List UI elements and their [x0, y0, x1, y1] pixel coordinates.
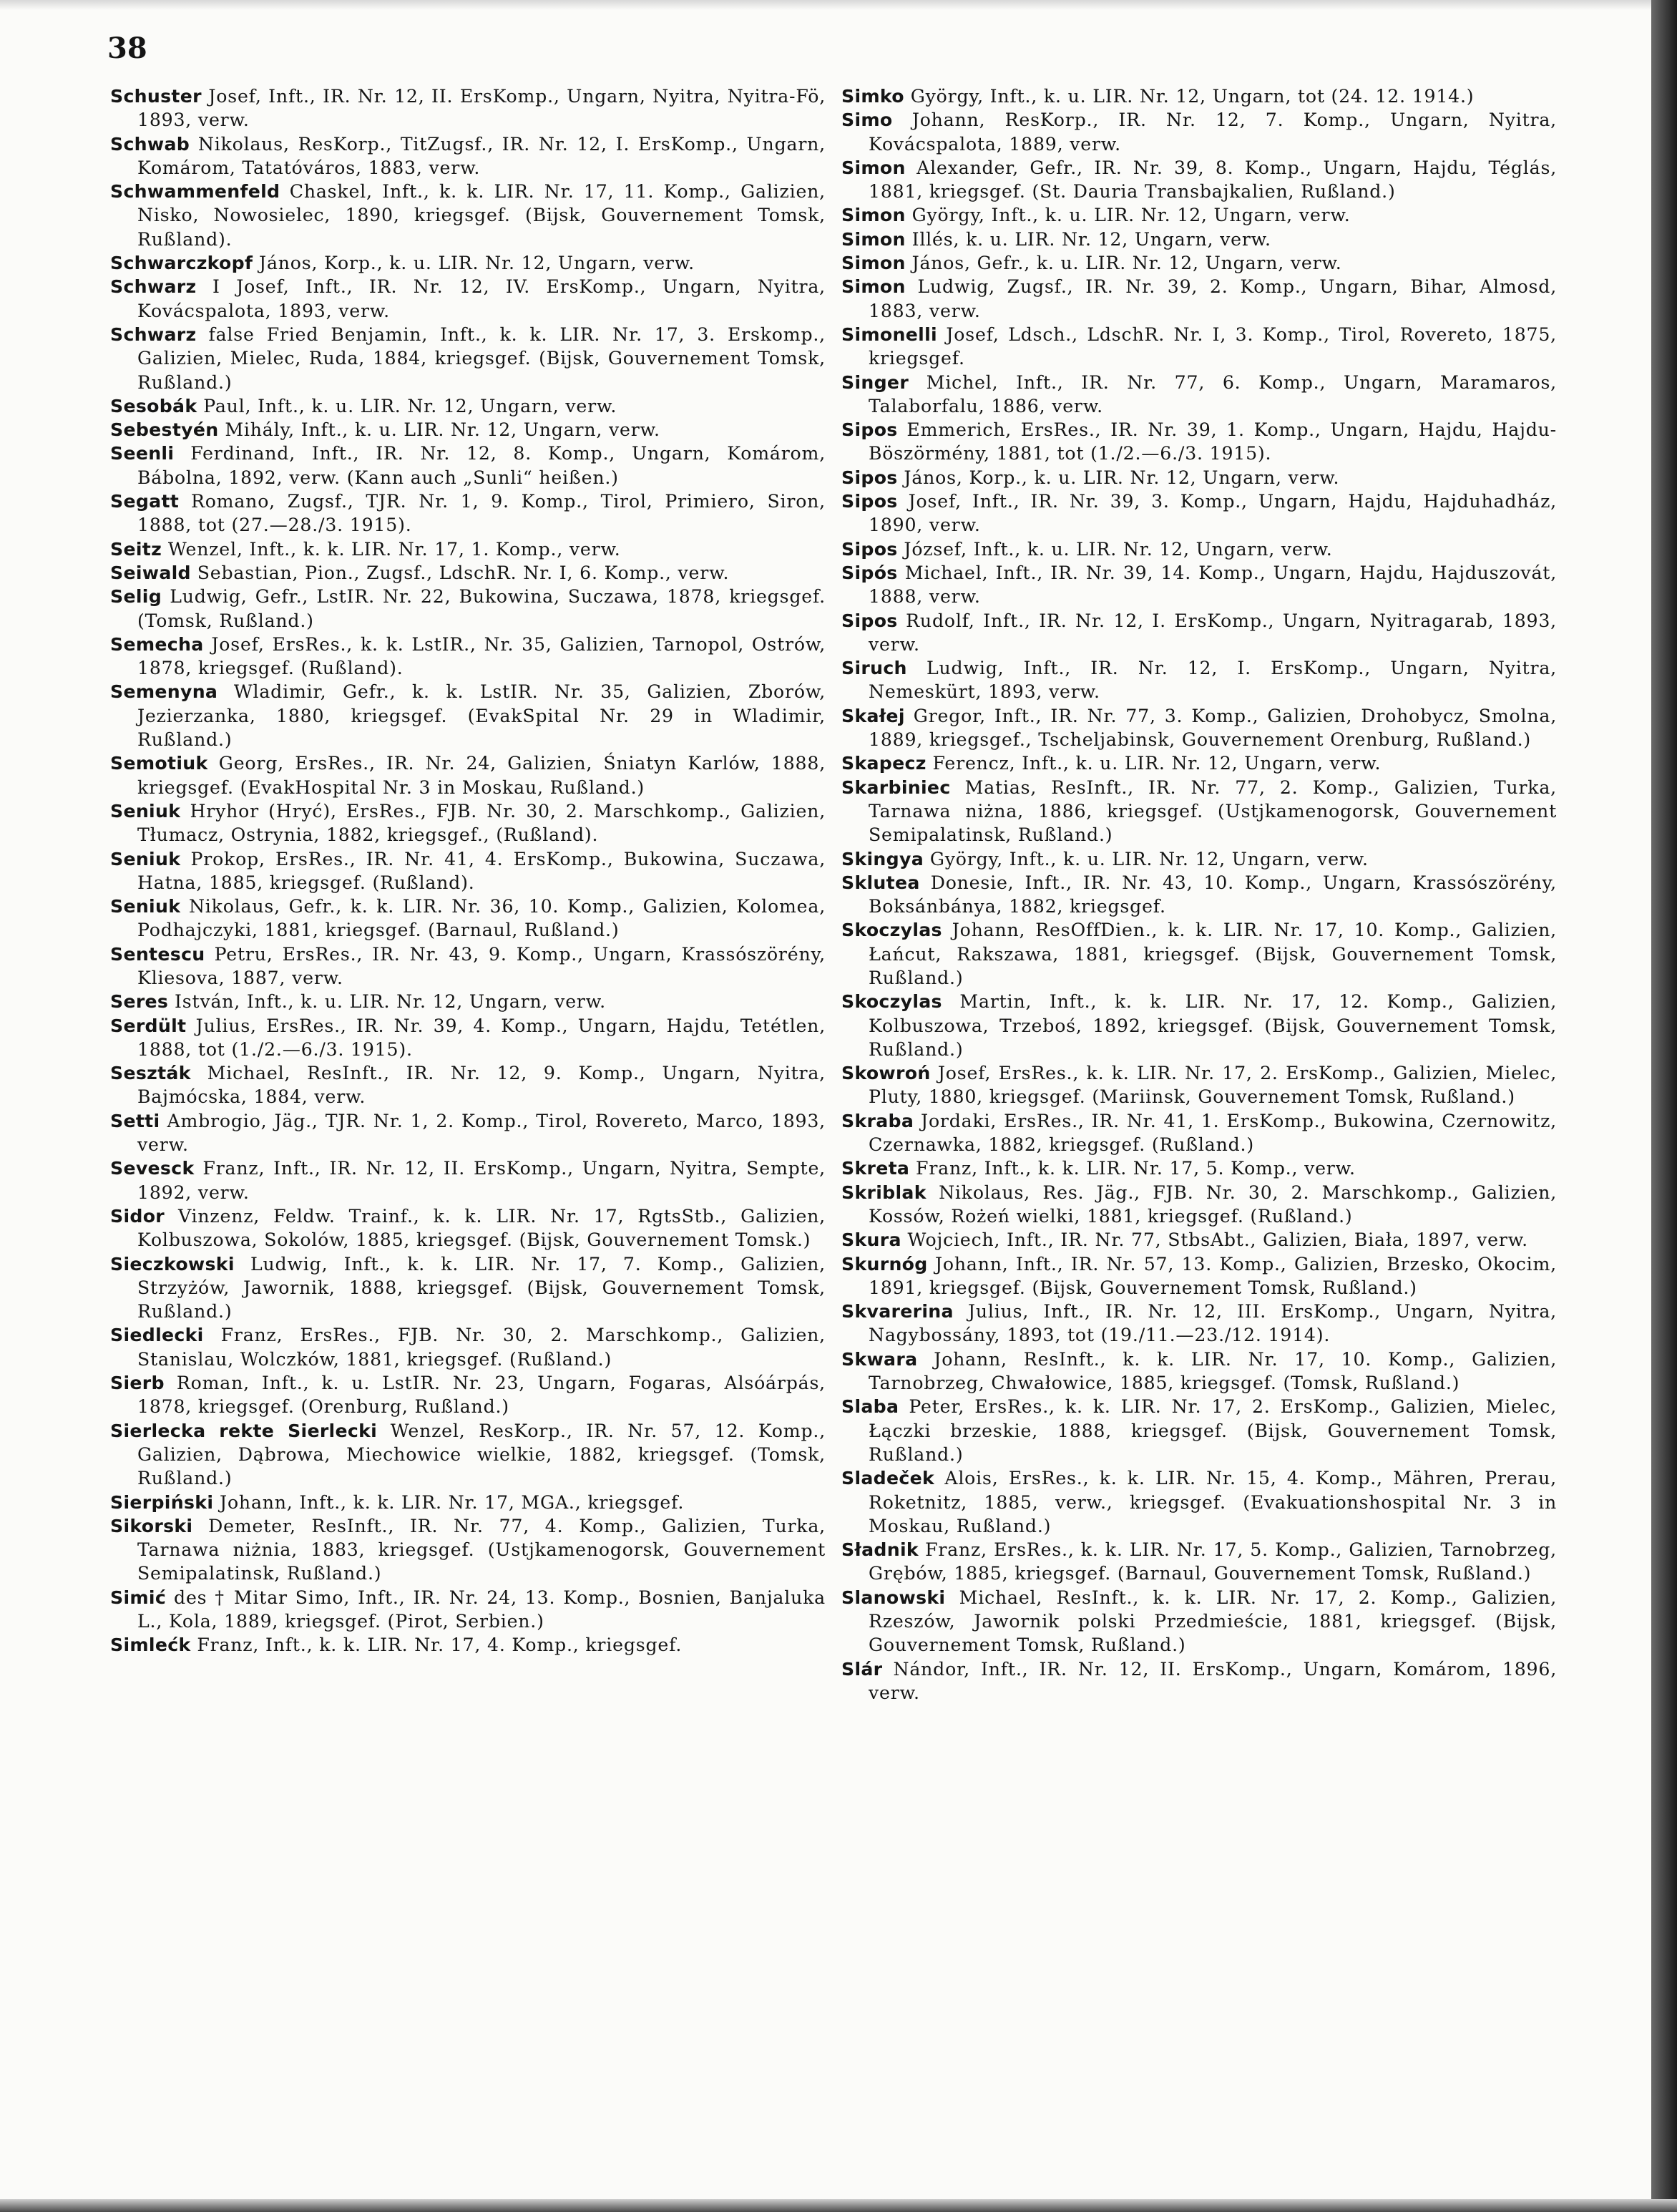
- entry-details: Georg, ErsRes., IR. Nr. 24, Galizien, Śniatyn Karlów, 1888, kriegsgef. (EvakHospital Nr. 3 in Moskau, Rußland.): [137, 753, 826, 798]
- entry-surname: Segatt: [110, 491, 180, 512]
- entry-surname: Siedlecki: [110, 1325, 204, 1346]
- casualty-entry: [841, 228, 1557, 251]
- casualty-entry: [110, 633, 826, 681]
- entry-surname: Singer: [841, 371, 909, 393]
- casualty-entry: [841, 1586, 1557, 1657]
- entry-surname: Semenyna: [110, 681, 218, 703]
- entry-surname: Sladeček: [841, 1468, 935, 1489]
- entry-surname: Setti: [110, 1110, 160, 1131]
- entry-details: Matias, ResInft., IR. Nr. 77, 2. Komp., Galizien, Turka, Tarnawa niżna, 1886, kriegsgef. (Ustjkamenogorsk, Gouvernement Semipalatinsk, Rußland.): [869, 776, 1557, 846]
- entry-surname: Skingya: [841, 848, 924, 869]
- entry-surname: Sładnik: [841, 1539, 919, 1561]
- casualty-entry: [841, 1395, 1557, 1466]
- casualty-entry: [841, 1348, 1557, 1395]
- casualty-entry: [841, 275, 1557, 323]
- entry-details: Johann, ResOffDien., k. k. LIR. Nr. 17, 10. Komp., Galizien, Łańcut, Rakszawa, 1881, kriegsgef. (Bijsk, Gouvernement Tomsk, Rußland.): [869, 920, 1557, 988]
- casualty-entry: [110, 1514, 826, 1586]
- entry-details: Wenzel, ResKorp., IR. Nr. 57, 12. Komp., Galizien, Dąbrowa, Miechowice wielkie, 1882, kriegsgef. (Tomsk, Rußland.): [137, 1420, 826, 1489]
- entry-details: János, Korp., k. u. LIR. Nr. 12, Ungarn, verw.: [897, 467, 1340, 488]
- entry-surname: Skvarerina: [841, 1301, 954, 1322]
- entry-details: György, Inft., k. u. LIR. Nr. 12, Ungarn, verw.: [905, 205, 1351, 226]
- entry-surname: Siruch: [841, 658, 907, 679]
- entry-details: Ludwig, Gefr., LstIR. Nr. 22, Bukowina, Suczawa, 1878, kriegsgef. (Tomsk, Rußland.): [137, 586, 826, 631]
- entry-surname: Skarbiniec: [841, 776, 951, 798]
- entry-details: Johann, Inft., IR. Nr. 57, 13. Komp., Galizien, Brzesko, Okocim, 1891, kriegsgef. (Bijsk, Gouvernement Tomsk, Rußland.): [869, 1253, 1557, 1298]
- entry-details: Wenzel, Inft., k. k. LIR. Nr. 17, 1. Komp., verw.: [162, 538, 621, 560]
- entry-details: Ludwig, Inft., k. k. LIR. Nr. 17, 7. Komp., Galizien, Strzyżów, Jawornik, 1888, kriegsgef. (Bijsk, Gouvernement Tomsk, Rußland.): [137, 1253, 826, 1322]
- entry-details: Wladimir, Gefr., k. k. LstIR. Nr. 35, Galizien, Zborów, Jezierzanka, 1880, kriegsgef. (EvakSpital Nr. 29 in Wladimir, Rußland.): [137, 681, 826, 751]
- casualty-entry: [841, 1181, 1557, 1229]
- entry-surname: Sierpiński: [110, 1491, 214, 1513]
- entry-details: Jordaki, ErsRes., IR. Nr. 41, 1. ErsKomp., Bukowina, Czernowitz, Czernawka, 1882, kriegsgef. (Rußland.): [869, 1110, 1557, 1156]
- casualty-entry: [841, 108, 1557, 156]
- casualty-entry: [110, 251, 826, 275]
- entry-surname: Skałej: [841, 705, 905, 726]
- casualty-entry: [110, 1014, 826, 1062]
- entry-details: Martin, Inft., k. k. LIR. Nr. 17, 12. Komp., Galizien, Kolbuszowa, Trzeboś, 1892, kriegsgef. (Bijsk, Gouvernement Tomsk, Rußland.): [869, 991, 1557, 1060]
- casualty-entry: [110, 537, 826, 561]
- entry-details: Michael, ResInft., k. k. LIR. Nr. 17, 2. Komp., Galizien, Rzeszów, Jawornik polski Przedmieście, 1881, kriegsgef. (Bijsk, Gouvernement Tomsk, Rußland.): [869, 1587, 1557, 1656]
- entry-surname: Schwarczkopf: [110, 253, 253, 274]
- casualty-entry: [841, 561, 1557, 609]
- casualty-entry: [841, 609, 1557, 657]
- right-column: [841, 84, 1557, 1705]
- casualty-entry: [110, 585, 826, 633]
- entry-surname: Skura: [841, 1229, 901, 1251]
- entry-surname: Semecha: [110, 633, 204, 655]
- entry-surname: Skwara: [841, 1348, 918, 1370]
- entry-details: Alois, ErsRes., k. k. LIR. Nr. 15, 4. Komp., Mähren, Prerau, Roketnitz, 1885, verw., kriegsgef. (Evakuationshospital Nr. 3 in Moskau, Rußland.): [869, 1468, 1557, 1536]
- entry-surname: Skriblak: [841, 1181, 926, 1203]
- casualty-entry: [841, 418, 1557, 466]
- entry-details: Ferencz, Inft., k. u. LIR. Nr. 12, Ungarn, verw.: [926, 753, 1382, 774]
- casualty-entry: [841, 1252, 1557, 1300]
- casualty-entry: [110, 323, 826, 394]
- entry-details: Roman, Inft., k. u. LstIR. Nr. 23, Ungarn, Fogaras, Alsóárpás, 1878, kriegsgef. (Orenburg, Rußland.): [137, 1373, 826, 1418]
- entry-details: Nándor, Inft., IR. Nr. 12, II. ErsKomp., Ungarn, Komárom, 1896, verw.: [869, 1658, 1557, 1703]
- entry-surname: Simon: [841, 228, 906, 250]
- casualty-entry: [110, 990, 826, 1013]
- casualty-entry: [110, 799, 826, 847]
- casualty-entry: [110, 132, 826, 180]
- casualty-entry: [110, 1491, 826, 1514]
- entry-surname: Seitz: [110, 538, 162, 560]
- casualty-entry: [841, 203, 1557, 227]
- scan-bottom-edge: [0, 2199, 1677, 2212]
- entry-surname: Skoczylas: [841, 920, 942, 941]
- entry-surname: Schwarz: [110, 276, 197, 298]
- entry-details: János, Gefr., k. u. LIR. Nr. 12, Ungarn, verw.: [905, 253, 1342, 274]
- entry-details: Nikolaus, Gefr., k. k. LIR. Nr. 36, 10. Komp., Galizien, Kolomea, Podhajczyki, 1881, kriegsgef. (Barnaul, Rußland.): [137, 896, 826, 941]
- entry-surname: Sklutea: [841, 872, 920, 893]
- casualty-entry: [110, 1323, 826, 1371]
- entry-details: Michel, Inft., IR. Nr. 77, 6. Komp., Ungarn, Maramaros, Talaborfalu, 1886, verw.: [869, 371, 1557, 416]
- casualty-entry: [841, 1156, 1557, 1180]
- casualty-entry: [110, 561, 826, 585]
- entry-details: Michael, Inft., IR. Nr. 39, 14. Komp., Ungarn, Hajdu, Hajduszovát, 1888, verw.: [869, 562, 1557, 608]
- page-number: 38: [107, 31, 147, 65]
- entry-surname: Seres: [110, 991, 169, 1013]
- entry-details: Paul, Inft., k. u. LIR. Nr. 12, Ungarn, verw.: [197, 395, 617, 416]
- entry-details: Ambrogio, Jäg., TJR. Nr. 1, 2. Komp., Tirol, Rovereto, Marco, 1893, verw.: [137, 1110, 826, 1156]
- casualty-entry: [841, 323, 1557, 371]
- casualty-entry: [841, 751, 1557, 775]
- casualty-entry: [841, 776, 1557, 847]
- entry-details: Nikolaus, Res. Jäg., FJB. Nr. 30, 2. Marschkomp., Galizien, Kossów, Rożeń wielki, 1881, kriegsgef. (Rußland.): [869, 1181, 1557, 1227]
- casualty-entry: [110, 1252, 826, 1324]
- entry-surname: Seiwald: [110, 562, 191, 583]
- entry-surname: Simo: [841, 109, 893, 131]
- casualty-entry: [841, 847, 1557, 871]
- casualty-entry: [110, 751, 826, 799]
- entry-surname: Sikorski: [110, 1515, 193, 1536]
- casualty-entry: [841, 704, 1557, 752]
- entry-details: Franz, Inft., k. k. LIR. Nr. 17, 4. Komp., kriegsgef.: [190, 1634, 683, 1656]
- entry-details: Hryhor (Hryć), ErsRes., FJB. Nr. 30, 2. Marschkomp., Galizien, Tłumacz, Ostrynia, 1882, kriegsgef., (Rußland).: [137, 800, 826, 846]
- entry-surname: Sesobák: [110, 395, 197, 416]
- entry-surname: Simon: [841, 276, 906, 298]
- casualty-entry: [110, 394, 826, 418]
- casualty-entry: [110, 1419, 826, 1491]
- entry-details: Josef, ErsRes., k. k. LstIR., Nr. 35, Galizien, Tarnopol, Ostrów, 1878, kriegsgef. (Rußland).: [137, 633, 826, 679]
- entry-surname: Sevesck: [110, 1158, 195, 1179]
- casualty-entry: [841, 84, 1557, 108]
- entry-details: Nikolaus, ResKorp., TitZugsf., IR. Nr. 12, I. ErsKomp., Ungarn, Komárom, Tatatóváros, 1883, verw.: [137, 133, 826, 178]
- entry-details: József, Inft., k. u. LIR. Nr. 12, Ungarn, verw.: [897, 538, 1333, 560]
- entry-details: Ludwig, Inft., IR. Nr. 12, I. ErsKomp., Ungarn, Nyitra, Nemeskürt, 1893, verw.: [869, 658, 1557, 703]
- casualty-entry: [841, 537, 1557, 561]
- casualty-entry: [110, 180, 826, 251]
- entry-details: Rudolf, Inft., IR. Nr. 12, I. ErsKomp., Ungarn, Nyitragarab, 1893, verw.: [869, 610, 1557, 655]
- entry-surname: Skoczylas: [841, 991, 942, 1013]
- entry-surname: Slár: [841, 1658, 883, 1680]
- casualty-entry: [110, 442, 826, 489]
- entry-surname: Simko: [841, 86, 904, 107]
- entry-details: Julius, Inft., IR. Nr. 12, III. ErsKomp., Ungarn, Nyitra, Nagybossány, 1893, tot (19./11.—23./12. 1914).: [869, 1301, 1557, 1346]
- entry-surname: Sipos: [841, 491, 898, 512]
- entry-surname: Seniuk: [110, 848, 181, 869]
- entry-details: Mihály, Inft., k. u. LIR. Nr. 12, Ungarn, verw.: [218, 419, 660, 441]
- entry-surname: Sipos: [841, 538, 898, 560]
- casualty-entry: [841, 656, 1557, 704]
- casualty-entry: [110, 275, 826, 323]
- entry-surname: Slaba: [841, 1396, 899, 1418]
- entry-surname: Sentescu: [110, 943, 205, 965]
- casualty-entry: [841, 871, 1557, 919]
- entry-details: I Josef, Inft., IR. Nr. 12, IV. ErsKomp., Ungarn, Nyitra, Kovácspalota, 1893, verw.: [137, 276, 826, 321]
- casualty-entry: [841, 990, 1557, 1061]
- entry-surname: Simon: [841, 253, 906, 274]
- casualty-entry: [841, 1061, 1557, 1109]
- entry-details: Franz, Inft., k. k. LIR. Nr. 17, 5. Komp., verw.: [909, 1158, 1356, 1179]
- entry-details: Peter, ErsRes., k. k. LIR. Nr. 17, 2. ErsKomp., Galizien, Mielec, Łączki brzeskie, 1888, kriegsgef. (Bijsk, Gouvernement Tomsk, Rußland.): [869, 1396, 1557, 1465]
- entry-surname: Schwab: [110, 133, 190, 155]
- entry-surname: Sipos: [841, 419, 898, 441]
- scan-right-edge: [1651, 0, 1677, 2212]
- entry-details: Petru, ErsRes., IR. Nr. 43, 9. Komp., Ungarn, Krassószörény, Kliesova, 1887, verw.: [137, 943, 826, 988]
- entry-surname: Sipos: [841, 467, 898, 488]
- entry-details: Demeter, ResInft., IR. Nr. 77, 4. Komp., Galizien, Turka, Tarnawa niżnia, 1883, kriegsgef. (Ustjkamenogorsk, Gouvernement Semipalatinsk, Rußland.): [137, 1515, 826, 1584]
- entry-surname: Seniuk: [110, 896, 181, 917]
- entry-details: false Fried Benjamin, Inft., k. k. LIR. Nr. 17, 3. Erskomp., Galizien, Mielec, Ruda, 1884, kriegsgef. (Bijsk, Gouvernement Tomsk, Rußland.): [137, 323, 826, 393]
- entry-surname: Skraba: [841, 1110, 914, 1131]
- casualty-entry: [110, 895, 826, 942]
- entry-details: Josef, Ldsch., LdschR. Nr. I, 3. Komp., Tirol, Rovereto, 1875, kriegsgef.: [869, 323, 1557, 369]
- entry-surname: Sidor: [110, 1205, 165, 1227]
- casualty-entry: [110, 1156, 826, 1204]
- entry-details: Franz, ErsRes., FJB. Nr. 30, 2. Marschkomp., Galizien, Stanislau, Wolczków, 1881, kriegsgef. (Rußland.): [137, 1325, 826, 1370]
- entry-details: Ferdinand, Inft., IR. Nr. 12, 8. Komp., Ungarn, Komárom, Bábolna, 1892, verw. (Kann auch „Sunli“ heißen.): [137, 443, 826, 488]
- entry-surname: Semotiuk: [110, 753, 208, 774]
- casualty-entry: [841, 156, 1557, 204]
- casualty-entry: [110, 84, 826, 132]
- casualty-entry: [841, 371, 1557, 419]
- casualty-entry: [110, 418, 826, 442]
- casualty-entry: [841, 1466, 1557, 1538]
- entry-surname: Seniuk: [110, 800, 181, 822]
- entry-details: Prokop, ErsRes., IR. Nr. 41, 4. ErsKomp., Bukowina, Suczawa, Hatna, 1885, kriegsgef. (Rußland).: [137, 848, 826, 893]
- scan-top-shade: [0, 0, 1651, 10]
- entry-surname: Seenli: [110, 443, 175, 464]
- entry-surname: Schuster: [110, 86, 202, 107]
- casualty-entry: [841, 466, 1557, 489]
- entry-details: János, Korp., k. u. LIR. Nr. 12, Ungarn, verw.: [253, 253, 695, 274]
- entry-surname: Skreta: [841, 1158, 910, 1179]
- entry-details: Wojciech, Inft., IR. Nr. 77, StbsAbt., Galizien, Biała, 1897, verw.: [901, 1229, 1528, 1251]
- entry-details: Josef, ErsRes., k. k. LIR. Nr. 17, 2. ErsKomp., Galizien, Mielec, Pluty, 1880, kriegsgef. (Mariinsk, Gouvernement Tomsk, Rußland.): [869, 1063, 1557, 1108]
- entry-surname: Selig: [110, 586, 162, 608]
- entry-details: Franz, ErsRes., k. k. LIR. Nr. 17, 5. Komp., Galizien, Tarnobrzeg, Grębów, 1885, kriegsgef. (Barnaul, Gouvernement Tomsk, Rußland.): [869, 1539, 1557, 1584]
- casualty-entry: [110, 1061, 826, 1109]
- casualty-entry: [110, 942, 826, 990]
- casualty-entry: [110, 1109, 826, 1157]
- entry-details: Julius, ErsRes., IR. Nr. 39, 4. Komp., Ungarn, Hajdu, Tetétlen, 1888, tot (1./2.—6./3. 1915).: [137, 1015, 826, 1060]
- entry-details: Alexander, Gefr., IR. Nr. 39, 8. Komp., Ungarn, Hajdu, Téglás, 1881, kriegsgef. (St. Dauria Transbajkalien, Rußland.): [869, 157, 1557, 203]
- entry-details: Ludwig, Zugsf., IR. Nr. 39, 2. Komp., Ungarn, Bihar, Almosd, 1883, verw.: [869, 276, 1557, 321]
- casualty-entry: [110, 1204, 826, 1252]
- entry-surname: Skurnóg: [841, 1253, 928, 1275]
- casualty-entry: [841, 1109, 1557, 1157]
- casualty-entry: [841, 1657, 1557, 1705]
- entry-surname: Simon: [841, 205, 906, 226]
- casualty-entry: [841, 918, 1557, 990]
- entry-details: György, Inft., k. u. LIR. Nr. 12, Ungarn, tot (24. 12. 1914.): [904, 86, 1475, 107]
- entry-details: Johann, ResKorp., IR. Nr. 12, 7. Komp., Ungarn, Nyitra, Kovácspalota, 1889, verw.: [869, 109, 1557, 155]
- casualty-entry: [110, 1586, 826, 1634]
- entry-surname: Sipos: [841, 610, 898, 631]
- entry-surname: Simić: [110, 1587, 167, 1608]
- entry-details: Josef, Inft., IR. Nr. 12, II. ErsKomp., Ungarn, Nyitra, Nyitra-Fö, 1893, verw.: [137, 86, 826, 131]
- entry-details: Josef, Inft., IR. Nr. 39, 3. Komp., Ungarn, Hajdu, Hajduhadház, 1890, verw.: [869, 491, 1557, 536]
- entry-surname: Schwarz: [110, 323, 197, 345]
- casualty-entry: [110, 1371, 826, 1419]
- entry-details: Johann, ResInft., k. k. LIR. Nr. 17, 10. Komp., Galizien, Tarnobrzeg, Chwałowice, 1885, kriegsgef. (Tomsk, Rußland.): [869, 1348, 1557, 1394]
- casualty-entry: [110, 489, 826, 537]
- casualty-entry: [841, 1300, 1557, 1348]
- entry-details: Vinzenz, Feldw. Trainf., k. k. LIR. Nr. 17, RgtsStb., Galizien, Kolbuszowa, Sokolów, 1885, kriegsgef. (Bijsk, Gouvernement Tomsk.): [137, 1205, 826, 1251]
- casualty-entry: [841, 1538, 1557, 1586]
- entry-details: Illés, k. u. LIR. Nr. 12, Ungarn, verw.: [905, 228, 1271, 250]
- entry-details: Chaskel, Inft., k. k. LIR. Nr. 17, 11. Komp., Galizien, Nisko, Nowosielec, 1890, kriegsgef. (Bijsk, Gouvernement Tomsk, Rußland).: [137, 181, 826, 250]
- casualty-entry: [110, 1633, 826, 1657]
- entry-details: Donesie, Inft., IR. Nr. 43, 10. Komp., Ungarn, Krassószörény, Boksánbánya, 1882, kriegsgef.: [869, 872, 1557, 917]
- entry-surname: Simlećk: [110, 1634, 191, 1656]
- entry-surname: Serdült: [110, 1015, 187, 1036]
- entry-details: Emmerich, ErsRes., IR. Nr. 39, 1. Komp., Ungarn, Hajdu, Hajdu-Böszörmény, 1881, tot (1./2.—6./3. 1915).: [869, 419, 1557, 464]
- casualty-entry: [841, 251, 1557, 275]
- entry-surname: Sierb: [110, 1373, 165, 1394]
- entry-surname: Sierlecka rekte Sierlecki: [110, 1420, 378, 1441]
- entry-details: Michael, ResInft., IR. Nr. 12, 9. Komp., Ungarn, Nyitra, Bajmócska, 1884, verw.: [137, 1063, 826, 1108]
- entry-details: Franz, Inft., IR. Nr. 12, II. ErsKomp., Ungarn, Nyitra, Sempte, 1892, verw.: [137, 1158, 826, 1203]
- entry-details: Sebastian, Pion., Zugsf., LdschR. Nr. I, 6. Komp., verw.: [190, 562, 730, 583]
- entry-surname: Simonelli: [841, 323, 937, 345]
- entry-surname: Simon: [841, 157, 906, 178]
- casualty-entry: [110, 847, 826, 895]
- entry-details: Romano, Zugsf., TJR. Nr. 1, 9. Komp., Tirol, Primiero, Siron, 1888, tot (27.—28./3. 1915).: [137, 491, 826, 536]
- entry-surname: Schwammenfeld: [110, 181, 280, 203]
- entry-details: István, Inft., k. u. LIR. Nr. 12, Ungarn, verw.: [168, 991, 606, 1013]
- entry-surname: Slanowski: [841, 1587, 946, 1608]
- entry-surname: Skowroń: [841, 1063, 931, 1084]
- entry-surname: Seszták: [110, 1063, 191, 1084]
- entry-surname: Sipós: [841, 562, 898, 583]
- entry-details: des † Mitar Simo, Inft., IR. Nr. 24, 13. Komp., Bosnien, Banjaluka L., Kola, 1889, kriegsgef. (Pirot, Serbien.): [137, 1587, 826, 1632]
- left-column: [110, 84, 826, 1657]
- entry-details: György, Inft., k. u. LIR. Nr. 12, Ungarn, verw.: [924, 848, 1369, 869]
- entry-surname: Sieczkowski: [110, 1253, 235, 1275]
- casualty-entry: [841, 489, 1557, 537]
- casualty-entry: [841, 1228, 1557, 1252]
- entry-details: Johann, Inft., k. k. LIR. Nr. 17, MGA., kriegsgef.: [213, 1491, 685, 1513]
- entry-surname: Sebestyén: [110, 419, 219, 441]
- casualty-entry: [110, 680, 826, 751]
- entry-details: Gregor, Inft., IR. Nr. 77, 3. Komp., Galizien, Drohobycz, Smolna, 1889, kriegsgef., Tscheljabinsk, Gouvernement Orenburg, Rußland.): [869, 705, 1557, 751]
- entry-surname: Skapecz: [841, 753, 926, 774]
